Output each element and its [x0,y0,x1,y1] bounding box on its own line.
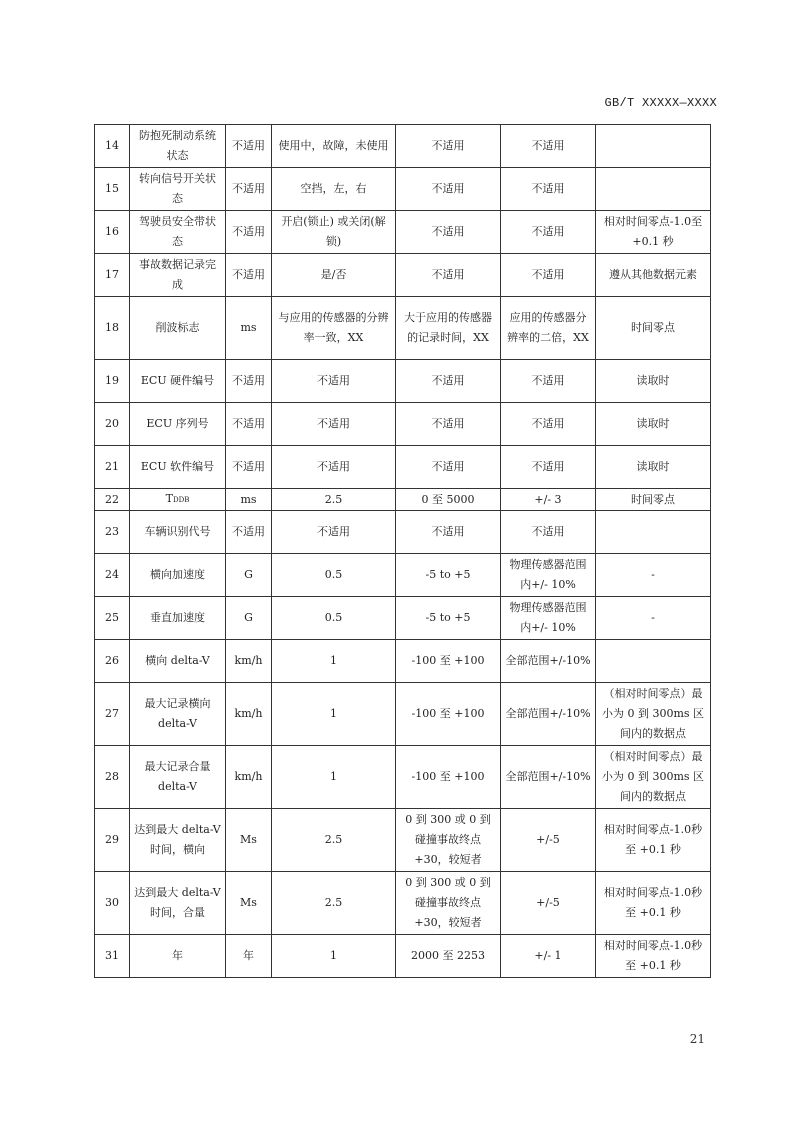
element-col6: 全部范围+/-10% [501,683,596,746]
row-number: 26 [95,640,130,683]
element-col7: - [596,554,711,597]
element-col5: 不适用 [396,254,501,297]
element-name: 达到最大 delta-V 时间，横向 [130,809,226,872]
table-row [95,254,711,297]
element-unit: Ms [226,872,272,935]
element-unit: km/h [226,640,272,683]
element-col5: 大于应用的传感器的记录时间，XX [396,297,501,360]
row-number: 23 [95,511,130,554]
table-row [95,872,711,935]
element-col7 [596,640,711,683]
element-col7: （相对时间零点）最小为 0 到 300ms 区间内的数据点 [596,746,711,809]
element-col6: +/- 1 [501,935,596,978]
table-row [95,511,711,554]
element-col5: 2000 至 2253 [396,935,501,978]
element-col6: 不适用 [501,254,596,297]
element-unit: ms [226,297,272,360]
element-col6: +/- 3 [501,489,596,511]
row-number: 30 [95,872,130,935]
element-col4: 0.5 [272,597,396,640]
table-row [95,746,711,809]
row-number: 25 [95,597,130,640]
table-row [95,446,711,489]
table-row [95,809,711,872]
element-col5: 0 到 300 或 0 到碰撞事故终点+30，较短者 [396,809,501,872]
element-col7: 遵从其他数据元素 [596,254,711,297]
element-unit: ms [226,489,272,511]
element-col6: +/-5 [501,872,596,935]
table-row [95,554,711,597]
table-row [95,489,711,511]
element-col5: -100 至 +100 [396,640,501,683]
element-col7 [596,125,711,168]
element-col6: 应用的传感器分辨率的二倍，XX [501,297,596,360]
element-col5: 0 至 5000 [396,489,501,511]
element-col4: 1 [272,683,396,746]
element-col5: 不适用 [396,125,501,168]
element-col6: 不适用 [501,211,596,254]
table-row [95,597,711,640]
table-row [95,297,711,360]
element-col7: 时间零点 [596,297,711,360]
row-number: 17 [95,254,130,297]
element-col5: -5 to +5 [396,554,501,597]
element-col4: 不适用 [272,446,396,489]
element-name: 达到最大 delta-V 时间，合量 [130,872,226,935]
element-name: 削波标志 [130,297,226,360]
element-unit: 不适用 [226,360,272,403]
row-number: 18 [95,297,130,360]
element-unit: 不适用 [226,168,272,211]
element-name: ECU 硬件编号 [130,360,226,403]
element-col7: 读取时 [596,360,711,403]
element-unit: 不适用 [226,403,272,446]
element-col4: 2.5 [272,872,396,935]
element-col4: 与应用的传感器的分辨率一致，XX [272,297,396,360]
element-unit: Ms [226,809,272,872]
element-unit: 不适用 [226,511,272,554]
element-col6: 全部范围+/-10% [501,640,596,683]
element-name: 垂直加速度 [130,597,226,640]
element-col5: 不适用 [396,168,501,211]
element-unit: 不适用 [226,125,272,168]
row-number: 20 [95,403,130,446]
element-name [130,489,226,511]
row-number: 29 [95,809,130,872]
element-col7: 读取时 [596,403,711,446]
element-col5: 0 到 300 或 0 到碰撞事故终点+30，较短者 [396,872,501,935]
element-col7: （相对时间零点）最小为 0 到 300ms 区间内的数据点 [596,683,711,746]
element-unit: km/h [226,683,272,746]
element-unit: 不适用 [226,446,272,489]
table-row [95,168,711,211]
element-col4: 不适用 [272,403,396,446]
element-col6: 全部范围+/-10% [501,746,596,809]
row-number: 22 [95,489,130,511]
element-col5: -5 to +5 [396,597,501,640]
element-name: 转向信号开关状态 [130,168,226,211]
element-col7: 相对时间零点-1.0秒至 +0.1 秒 [596,935,711,978]
element-col6: 不适用 [501,446,596,489]
element-name: 驾驶员安全带状态 [130,211,226,254]
element-col6: 不适用 [501,168,596,211]
table-row [95,935,711,978]
element-col4: 开启(锁止) 或关闭(解锁) [272,211,396,254]
element-name: ECU 软件编号 [130,446,226,489]
row-number: 27 [95,683,130,746]
tddb-subscript: DDB [172,496,190,504]
element-unit: G [226,597,272,640]
element-col4: 空挡，左，右 [272,168,396,211]
row-number: 28 [95,746,130,809]
element-col5: -100 至 +100 [396,683,501,746]
element-col7 [596,511,711,554]
element-name: 事故数据记录完成 [130,254,226,297]
element-col7: 相对时间零点-1.0秒至 +0.1 秒 [596,809,711,872]
element-col5: 不适用 [396,211,501,254]
element-col6: +/-5 [501,809,596,872]
row-number: 16 [95,211,130,254]
element-col5: -100 至 +100 [396,746,501,809]
table-row [95,640,711,683]
table-row [95,403,711,446]
table-row [95,125,711,168]
element-col5: 不适用 [396,511,501,554]
element-col4: 2.5 [272,489,396,511]
element-col4: 2.5 [272,809,396,872]
element-name: 最大记录合量 delta-V [130,746,226,809]
element-name: 横向 delta-V [130,640,226,683]
element-col5: 不适用 [396,360,501,403]
element-col6: 物理传感器范围内+/- 10% [501,597,596,640]
element-name: ECU 序列号 [130,403,226,446]
element-col4: 1 [272,746,396,809]
row-number: 19 [95,360,130,403]
element-name: 防抱死制动系统状态 [130,125,226,168]
element-name: 横向加速度 [130,554,226,597]
element-col5: 不适用 [396,446,501,489]
element-col7: 相对时间零点-1.0至+0.1 秒 [596,211,711,254]
element-unit: G [226,554,272,597]
row-number: 14 [95,125,130,168]
element-name: 车辆识别代号 [130,511,226,554]
element-col4: 1 [272,935,396,978]
row-number: 24 [95,554,130,597]
element-col4: 1 [272,640,396,683]
element-col6: 不适用 [501,125,596,168]
element-col6: 不适用 [501,360,596,403]
element-col4: 不适用 [272,360,396,403]
element-unit: 年 [226,935,272,978]
tddb-main: T [165,492,173,505]
element-col6: 物理传感器范围内+/- 10% [501,554,596,597]
element-col4: 不适用 [272,511,396,554]
table-row [95,683,711,746]
element-col4: 0.5 [272,554,396,597]
element-col7: 时间零点 [596,489,711,511]
element-col4: 使用中，故障，未使用 [272,125,396,168]
element-col6: 不适用 [501,403,596,446]
element-col7 [596,168,711,211]
table-row [95,211,711,254]
element-col7: 读取时 [596,446,711,489]
table-row [95,360,711,403]
element-col7: - [596,597,711,640]
element-name: 最大记录横向 delta-V [130,683,226,746]
element-col5: 不适用 [396,403,501,446]
row-number: 31 [95,935,130,978]
page-number: 21 [689,1032,705,1046]
document-code: GB/T XXXXX—XXXX [604,96,717,110]
element-col7: 相对时间零点-1.0秒至 +0.1 秒 [596,872,711,935]
data-element-table [94,124,711,978]
element-col6: 不适用 [501,511,596,554]
row-number: 15 [95,168,130,211]
element-unit: 不适用 [226,211,272,254]
element-unit: 不适用 [226,254,272,297]
row-number: 21 [95,446,130,489]
element-col4: 是/否 [272,254,396,297]
element-unit: km/h [226,746,272,809]
element-name: 年 [130,935,226,978]
